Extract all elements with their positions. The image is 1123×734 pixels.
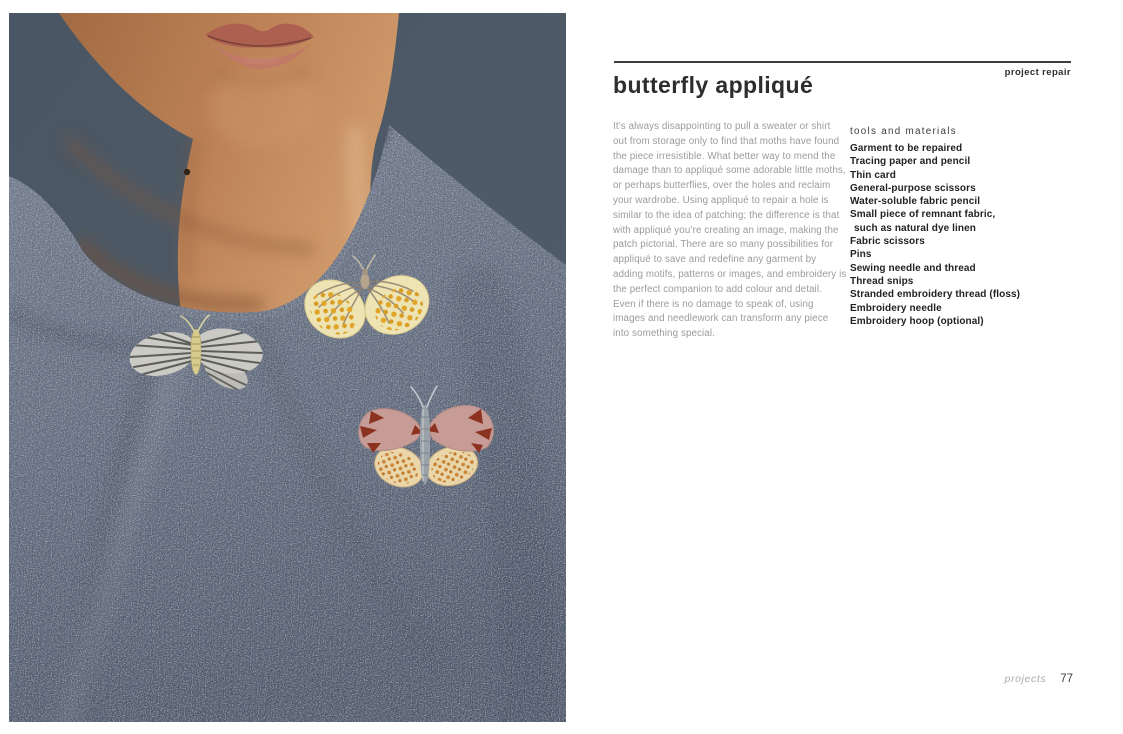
applique-sweater-photo <box>9 13 566 722</box>
tool-item: Embroidery needle <box>850 302 942 314</box>
tool-item: Water-soluble fabric pencil <box>850 196 981 208</box>
page-footer <box>1005 669 1073 687</box>
tools-heading: tools and materials <box>850 126 957 137</box>
tool-item: Thin card <box>850 169 896 181</box>
header-rule <box>614 61 1071 63</box>
footer-page-number: 77 <box>1060 673 1073 685</box>
tool-item: Embroidery hoop (optional) <box>850 315 984 327</box>
tool-item: Sewing needle and thread <box>850 262 976 274</box>
intro-paragraph: It’s always disappointing to pull a sweater or shirt out from storage only to find that moths have found the piece irresistible. What better way to mend the damage than to appliqué some adorable little moths, or perhaps butterflies, over the holes and reclaim your wardrobe. Using appliqué to repair a hole is similar to the idea of patching; the difference is that with appliqué you’re creating an image, making the patch pictorial. There are so many possibilities for appliqué to save and redefine any garment by adding motifs, patterns or images, and embroidery is the perfect companion to add colour and detail. Even if there is no damage to speak of, using images and needlework can transform any piece into something special. <box>613 121 847 340</box>
tool-item: Thread snips <box>850 275 914 287</box>
tool-item: Pins <box>850 249 872 261</box>
tools-and-materials-list <box>850 126 1071 328</box>
moth-body <box>191 329 201 375</box>
mole <box>184 169 190 175</box>
right-page <box>613 48 1071 668</box>
moth-body <box>361 273 370 289</box>
tool-item: General-purpose scissors <box>850 182 976 194</box>
tool-item: Tracing paper and pencil <box>850 156 971 168</box>
section-kicker: project repair <box>1004 67 1071 78</box>
footer-section-label: projects <box>1004 673 1047 685</box>
tool-item: Fabric scissors <box>850 236 925 248</box>
tool-item: Garment to be repaired <box>850 143 963 154</box>
page-title: butterfly appliqué <box>613 72 814 98</box>
tool-item: Stranded embroidery thread (floss) <box>850 289 1021 301</box>
left-page-photo <box>9 13 566 722</box>
tool-item-continuation: such as natural dye linen <box>854 222 976 234</box>
tool-item: Small piece of remnant fabric, <box>850 209 996 221</box>
